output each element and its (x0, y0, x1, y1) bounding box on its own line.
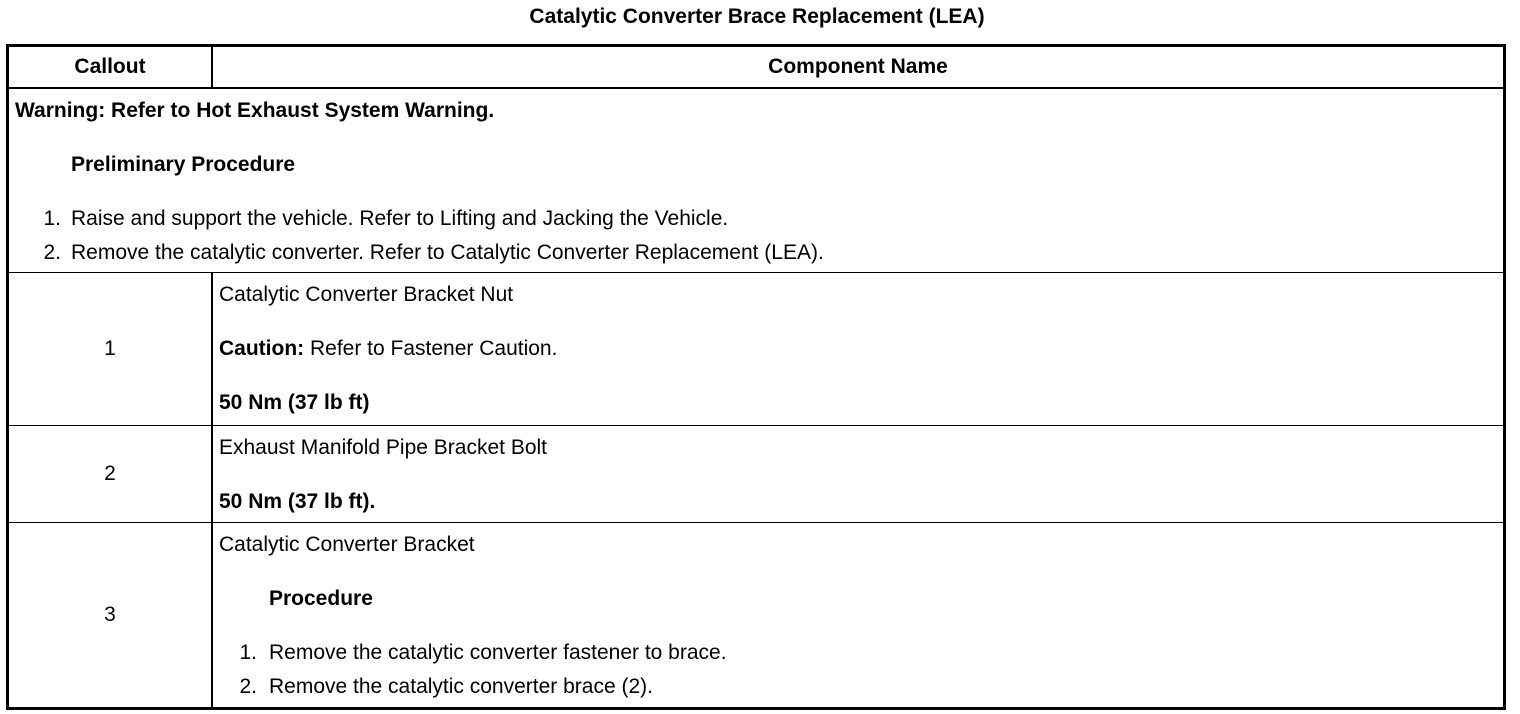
document-title: Catalytic Converter Brace Replacement (LEA) (529, 5, 985, 28)
component-cell (212, 273, 1505, 426)
caution-line (219, 336, 1497, 362)
list-item (15, 206, 1497, 240)
preliminary-row (8, 88, 1505, 273)
step-text: Remove the catalytic converter. Refer to Catalytic Converter Replacement (LEA). (71, 241, 824, 264)
procedure-heading: Procedure (269, 587, 373, 610)
warning-text: Warning: Refer to Hot Exhaust System Warning. (15, 99, 495, 122)
torque-spec: 50 Nm (37 lb ft) (219, 391, 370, 414)
header-row (8, 46, 1505, 89)
caution-label: Caution: (219, 337, 305, 360)
table-row (8, 523, 1505, 709)
step-number: 2. (239, 675, 257, 698)
step-number: 1. (239, 641, 257, 664)
callout-cell: 3 (8, 523, 213, 709)
preliminary-steps (15, 206, 1497, 266)
list-item (219, 640, 1497, 674)
step-text: Remove the catalytic converter fastener to brace. (269, 641, 727, 664)
step-text: Remove the catalytic converter brace (2). (269, 675, 653, 698)
torque-spec: 50 Nm (37 lb ft). (219, 490, 376, 513)
component-name-header: Component Name (212, 46, 1505, 89)
procedure-table (6, 44, 1506, 710)
procedure-steps (219, 640, 1497, 700)
preliminary-procedure-heading: Preliminary Procedure (71, 153, 296, 176)
caution-text: Refer to Fastener Caution. (304, 337, 558, 360)
component-name: Exhaust Manifold Pipe Bracket Bolt (219, 436, 548, 459)
callout-cell: 1 (8, 273, 213, 426)
preliminary-cell (8, 88, 1505, 273)
step-number: 2. (43, 241, 61, 264)
list-item (15, 240, 1497, 266)
callout-cell: 2 (8, 426, 213, 523)
component-cell (212, 523, 1505, 709)
callout-header: Callout (8, 46, 213, 89)
component-name: Catalytic Converter Bracket Nut (219, 283, 514, 306)
table-row (8, 273, 1505, 426)
table-row (8, 426, 1505, 523)
list-item (219, 674, 1497, 700)
component-name: Catalytic Converter Bracket (219, 533, 475, 556)
step-text: Raise and support the vehicle. Refer to Lifting and Jacking the Vehicle. (71, 207, 729, 230)
component-cell (212, 426, 1505, 523)
step-number: 1. (43, 207, 61, 230)
